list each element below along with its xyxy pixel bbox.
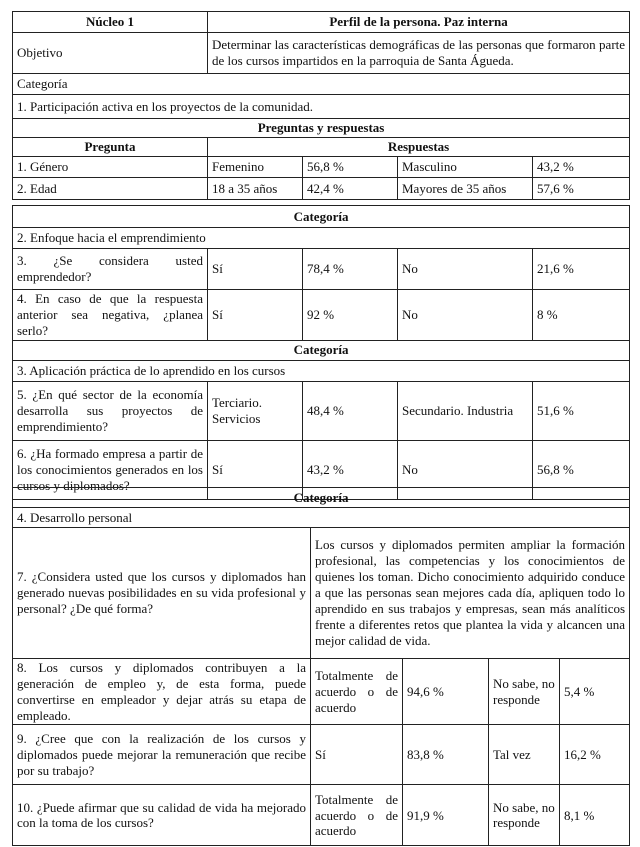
- answer-value-1: 92 %: [303, 290, 398, 341]
- answer-option-1: Totalmente de acuerdo o de acuerdo: [311, 785, 403, 846]
- table-row: [13, 725, 630, 785]
- answer-option-1: Sí: [208, 249, 303, 290]
- question-cell: 5. ¿En qué sector de la economía desarrolla sus proyectos de emprendimiento?: [13, 381, 208, 440]
- table-block-2: [12, 205, 630, 500]
- question-cell: 3. ¿Se considera usted emprendedor?: [13, 249, 208, 290]
- answer-option-1: Totalmente de acuerdo o de acuerdo: [311, 659, 403, 725]
- answer-option-1: Femenino: [208, 157, 303, 178]
- question-cell: 8. Los cursos y diplomados contribuyen a la generación de empleo y, de esta forma, puede convertirse en empleador y dejar atrás su etapa de empleado.: [13, 659, 311, 725]
- answer-value-2: 43,2 %: [533, 157, 630, 178]
- category-2-title: 2. Enfoque hacia el emprendimiento: [13, 228, 630, 249]
- category-1-title: 1. Participación activa en los proyectos de la comunidad.: [13, 95, 630, 119]
- answer-value-2: 51,6 %: [533, 381, 630, 440]
- category-2-heading: Categoría: [13, 206, 630, 228]
- answer-value-1: 94,6 %: [403, 659, 489, 725]
- answer-value-2: 5,4 %: [560, 659, 630, 725]
- answer-option-2: Masculino: [398, 157, 533, 178]
- answer-value-1: 91,9 %: [403, 785, 489, 846]
- answer-option-2: No sabe, no responde: [489, 785, 560, 846]
- answer-option-2: Secundario. Industria: [398, 381, 533, 440]
- answer-option-2: No: [398, 290, 533, 341]
- col-answers-header: Respuestas: [208, 138, 630, 157]
- col-question-header: Pregunta: [13, 138, 208, 157]
- objective-text: Determinar las características demográficas de las personas que formaron parte de los cursos impartidos en la parroquia de Santa Águeda.: [208, 33, 630, 74]
- question-cell: 4. En caso de que la respuesta anterior sea negativa, ¿planea serlo?: [13, 290, 208, 341]
- answer-value-1: 42,4 %: [303, 178, 398, 200]
- answer-value-1: 48,4 %: [303, 381, 398, 440]
- answer-option-1: Sí: [311, 725, 403, 785]
- table-block-3: [12, 487, 630, 846]
- profile-header: Perfil de la persona. Paz interna: [208, 12, 630, 33]
- table-row: [13, 528, 630, 659]
- answer-option-1: 18 a 35 años: [208, 178, 303, 200]
- answer-value-2: 16,2 %: [560, 725, 630, 785]
- category-label: Categoría: [13, 74, 630, 95]
- answer-option-2: Tal vez: [489, 725, 560, 785]
- table-block-1: [12, 11, 630, 200]
- table-row: [13, 785, 630, 846]
- table-row: [13, 249, 630, 290]
- answer-value-2: 57,6 %: [533, 178, 630, 200]
- answer-value-1: 83,8 %: [403, 725, 489, 785]
- answer-value-1: 78,4 %: [303, 249, 398, 290]
- answer-value-2: 8 %: [533, 290, 630, 341]
- qa-heading: Preguntas y respuestas: [13, 119, 630, 138]
- answer-option-1: Sí: [208, 440, 303, 499]
- answer-option-1: Sí: [208, 290, 303, 341]
- question-cell: 2. Edad: [13, 178, 208, 200]
- answer-value-2: 21,6 %: [533, 249, 630, 290]
- question-cell: 10. ¿Puede afirmar que su calidad de vida ha mejorado con la toma de los cursos?: [13, 785, 311, 846]
- table-row: [13, 290, 630, 341]
- nucleo-header: Núcleo 1: [13, 12, 208, 33]
- table-row: [13, 157, 630, 178]
- answer-option-2: No sabe, no responde: [489, 659, 560, 725]
- answer-value-1: 43,2 %: [303, 440, 398, 499]
- question-cell: 1. Género: [13, 157, 208, 178]
- answer-value-2: 56,8 %: [533, 440, 630, 499]
- table-row: [13, 381, 630, 440]
- objective-label: Objetivo: [13, 33, 208, 74]
- open-answer-cell: Los cursos y diplomados permiten ampliar la formación profesional, las competencias y los conocimientos de quienes los toman. Dicho conocimiento adquirido conduce a que las personas sean mejores cada día, apliquen todo lo aprendido en sus trabajos y empresas, sean más analíticos frente a diferentes retos que plantea la vida y alcancen una mejor calidad de vida.: [311, 528, 630, 659]
- answer-option-2: Mayores de 35 años: [398, 178, 533, 200]
- category-3-heading: Categoría: [13, 340, 630, 360]
- category-3-title: 3. Aplicación práctica de lo aprendido en los cursos: [13, 360, 630, 381]
- table-row: [13, 178, 630, 200]
- question-cell: 6. ¿Ha formado empresa a partir de los conocimientos generados en los cursos y diplomados?: [13, 440, 208, 499]
- category-4-heading: Categoría: [13, 488, 630, 508]
- table-row: [13, 659, 630, 725]
- question-cell: 7. ¿Considera usted que los cursos y diplomados han generado nuevas posibilidades en su vida profesional y personal? ¿De qué forma?: [13, 528, 311, 659]
- category-4-title: 4. Desarrollo personal: [13, 508, 630, 528]
- answer-option-1: Terciario. Servicios: [208, 381, 303, 440]
- question-cell: 9. ¿Cree que con la realización de los cursos y diplomados puede mejorar la remuneración que recibe por su trabajo?: [13, 725, 311, 785]
- answer-option-2: No: [398, 440, 533, 499]
- answer-value-1: 56,8 %: [303, 157, 398, 178]
- answer-option-2: No: [398, 249, 533, 290]
- answer-value-2: 8,1 %: [560, 785, 630, 846]
